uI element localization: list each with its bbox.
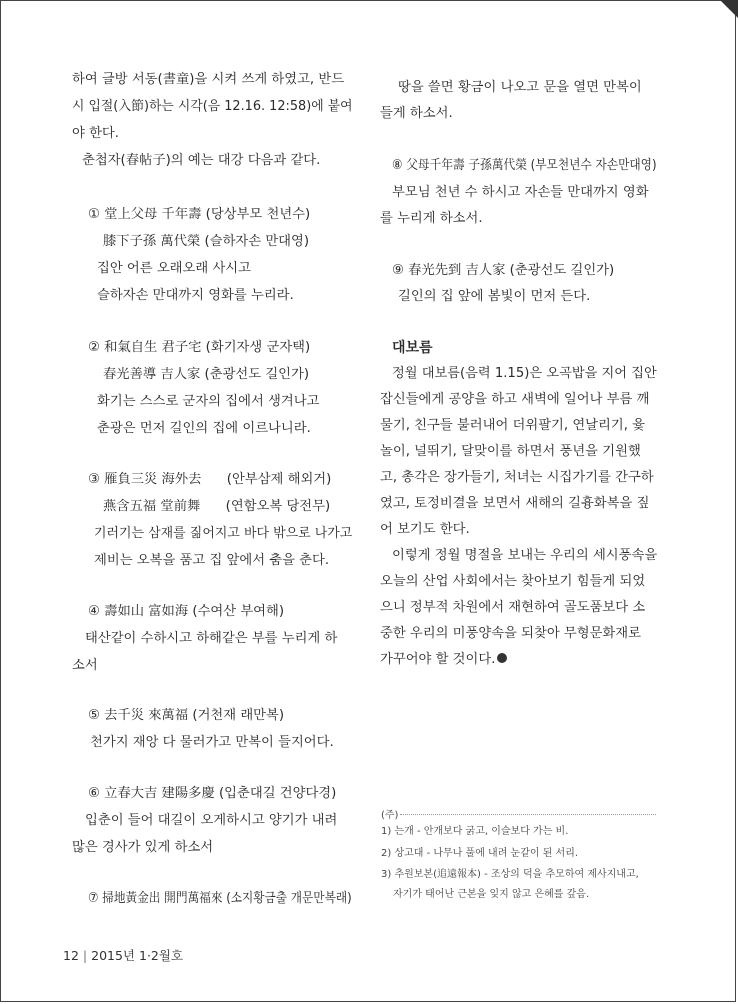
paragraph-line: 고, 총각은 장가들기, 처녀는 시집가기를 간구하 [380, 470, 654, 485]
page-footer [63, 946, 183, 964]
verse-body: 를 누리게 하소서. [380, 211, 483, 226]
verse-heading: ① 堂上父母 千年壽 (당상부모 천년수) [88, 207, 311, 222]
footer-separator: | [82, 948, 88, 963]
note-item: 자기가 태어난 근본을 잊지 않고 은혜를 갚음. [393, 889, 590, 900]
section-title: 대보름 [392, 340, 433, 356]
paragraph-line: 오늘의 산업 사회에서는 찾아보기 힘들게 되었 [380, 574, 646, 589]
verse-heading: ⑨ 春光先到 吉人家 (춘광선도 길인가) [392, 263, 615, 278]
verse-heading: ⑥ 立春大吉 建陽多慶 (입춘대길 건양다경) [88, 786, 337, 801]
verse-sub: 膝下子孫 萬代榮 (슬하자손 만대영) [103, 234, 310, 249]
verse-body: 제비는 오복을 품고 집 앞에서 춤을 춘다. [94, 553, 330, 568]
continuation-line: 들게 하소서. [380, 106, 453, 121]
corner-mark [720, 0, 738, 18]
verse-body: 화기는 스스로 군자의 집에서 생겨나고 [97, 394, 320, 409]
verse-heading: ⑦ 掃地黃金出 開門萬福來 (소지황금출 개문만복래) [88, 891, 352, 906]
verse-body: 집안 어른 오래오래 사시고 [97, 261, 251, 276]
verse-body: 부모님 천년 수 하시고 자손들 만대까지 영화 [392, 185, 649, 200]
paragraph-line: 으니 정부적 차원에서 재현하여 골도품보다 소 [380, 600, 646, 615]
paragraph-line: 중한 우리의 미풍양속을 되찾아 무형문화재로 [380, 626, 641, 641]
issue-label: 2015년 1·2월호 [91, 948, 184, 963]
paragraph-line: 놀이, 널뛰기, 달맞이를 하면서 풍년을 기원했 [380, 444, 641, 459]
continuation-line: 땅을 쓸면 황금이 나오고 문을 열면 만복이 [398, 80, 642, 95]
paragraph-line: 정월 대보름(음력 1.15)은 오곡밥을 지어 집안 [392, 366, 657, 381]
verse-body: 슬하자손 만대까지 영화를 누리라. [97, 288, 294, 303]
paragraph-line: 가꾸어야 할 것이다. [380, 652, 496, 667]
verse-body: 길인의 집 앞에 봄빛이 먼저 든다. [398, 289, 591, 304]
verse-body: 입춘이 들어 대길이 오게하시고 양기가 내려 [85, 813, 338, 828]
intro-line: 야 한다. [72, 126, 119, 141]
intro-line: 시 입절(入節)하는 시각(음 12.16. 12:58)에 붙여 [72, 99, 353, 114]
paragraph-line: 잡신들에게 공양을 하고 새벽에 일어나 부름 깨 [380, 392, 650, 407]
note-item: 1) 는개 - 안개보다 굵고, 이슬보다 가는 비. [381, 826, 569, 837]
paragraph-last-line [380, 652, 507, 668]
verse-sub: 燕含五福 堂前舞 (연함오복 당전무) [103, 499, 331, 514]
page-number: 12 [63, 948, 79, 963]
notes-divider [400, 814, 656, 815]
verse-body: 태산같이 수하시고 하해같은 부를 누리게 하 [85, 631, 338, 646]
verse-body: 천가지 재앙 다 물러가고 만복이 들지어다. [90, 735, 334, 750]
paragraph-line: 어 보기도 한다. [380, 522, 470, 537]
note-item: 2) 상고대 - 나무나 풀에 내려 눈같이 된 서리. [381, 848, 579, 859]
verse-body: 춘광은 먼저 길인의 집에 이르나니라. [97, 421, 311, 436]
verse-body: 기러기는 삼재를 짊어지고 바다 밖으로 나가고 [94, 526, 353, 541]
verse-body: 많은 경사가 있게 하소서 [72, 840, 214, 855]
verse-heading: ③ 雁負三災 海外去 (안부삼제 해외거) [88, 472, 332, 487]
verse-heading: ⑧ 父母千年壽 子孫萬代榮 (부모천년수 자손만대영) [392, 158, 657, 173]
note-item: 3) 추원보본(追遠報本) - 조상의 덕을 추모하여 제사지내고, [381, 869, 639, 880]
intro-line: 하여 글방 서동(書童)을 시켜 쓰게 하였고, 반드 [72, 72, 345, 87]
paragraph-line: 였고, 토정비결을 보면서 새해의 길흉화복을 짚 [380, 496, 650, 511]
verse-heading: ② 和氣自生 君子宅 (화기자생 군자택) [88, 340, 311, 355]
verse-heading: ④ 壽如山 富如海 (수여산 부여해) [88, 604, 285, 619]
verse-heading: ⑤ 去千災 來萬福 (거천재 래만복) [88, 708, 285, 723]
verse-sub: 春光善導 吉人家 (춘광선도 길인가) [103, 367, 310, 382]
notes-title: (주) [381, 810, 399, 821]
paragraph-line: 물기, 친구들 불러내어 더위팔기, 연날리기, 윷 [380, 418, 646, 433]
end-mark-icon [497, 653, 507, 663]
paragraph-line: 이렇게 정월 명절을 보내는 우리의 세시풍속을 [392, 548, 658, 563]
verse-body: 소서 [72, 658, 98, 673]
intro-line: 춘첩자(春帖子)의 예는 대강 다음과 같다. [82, 153, 321, 168]
